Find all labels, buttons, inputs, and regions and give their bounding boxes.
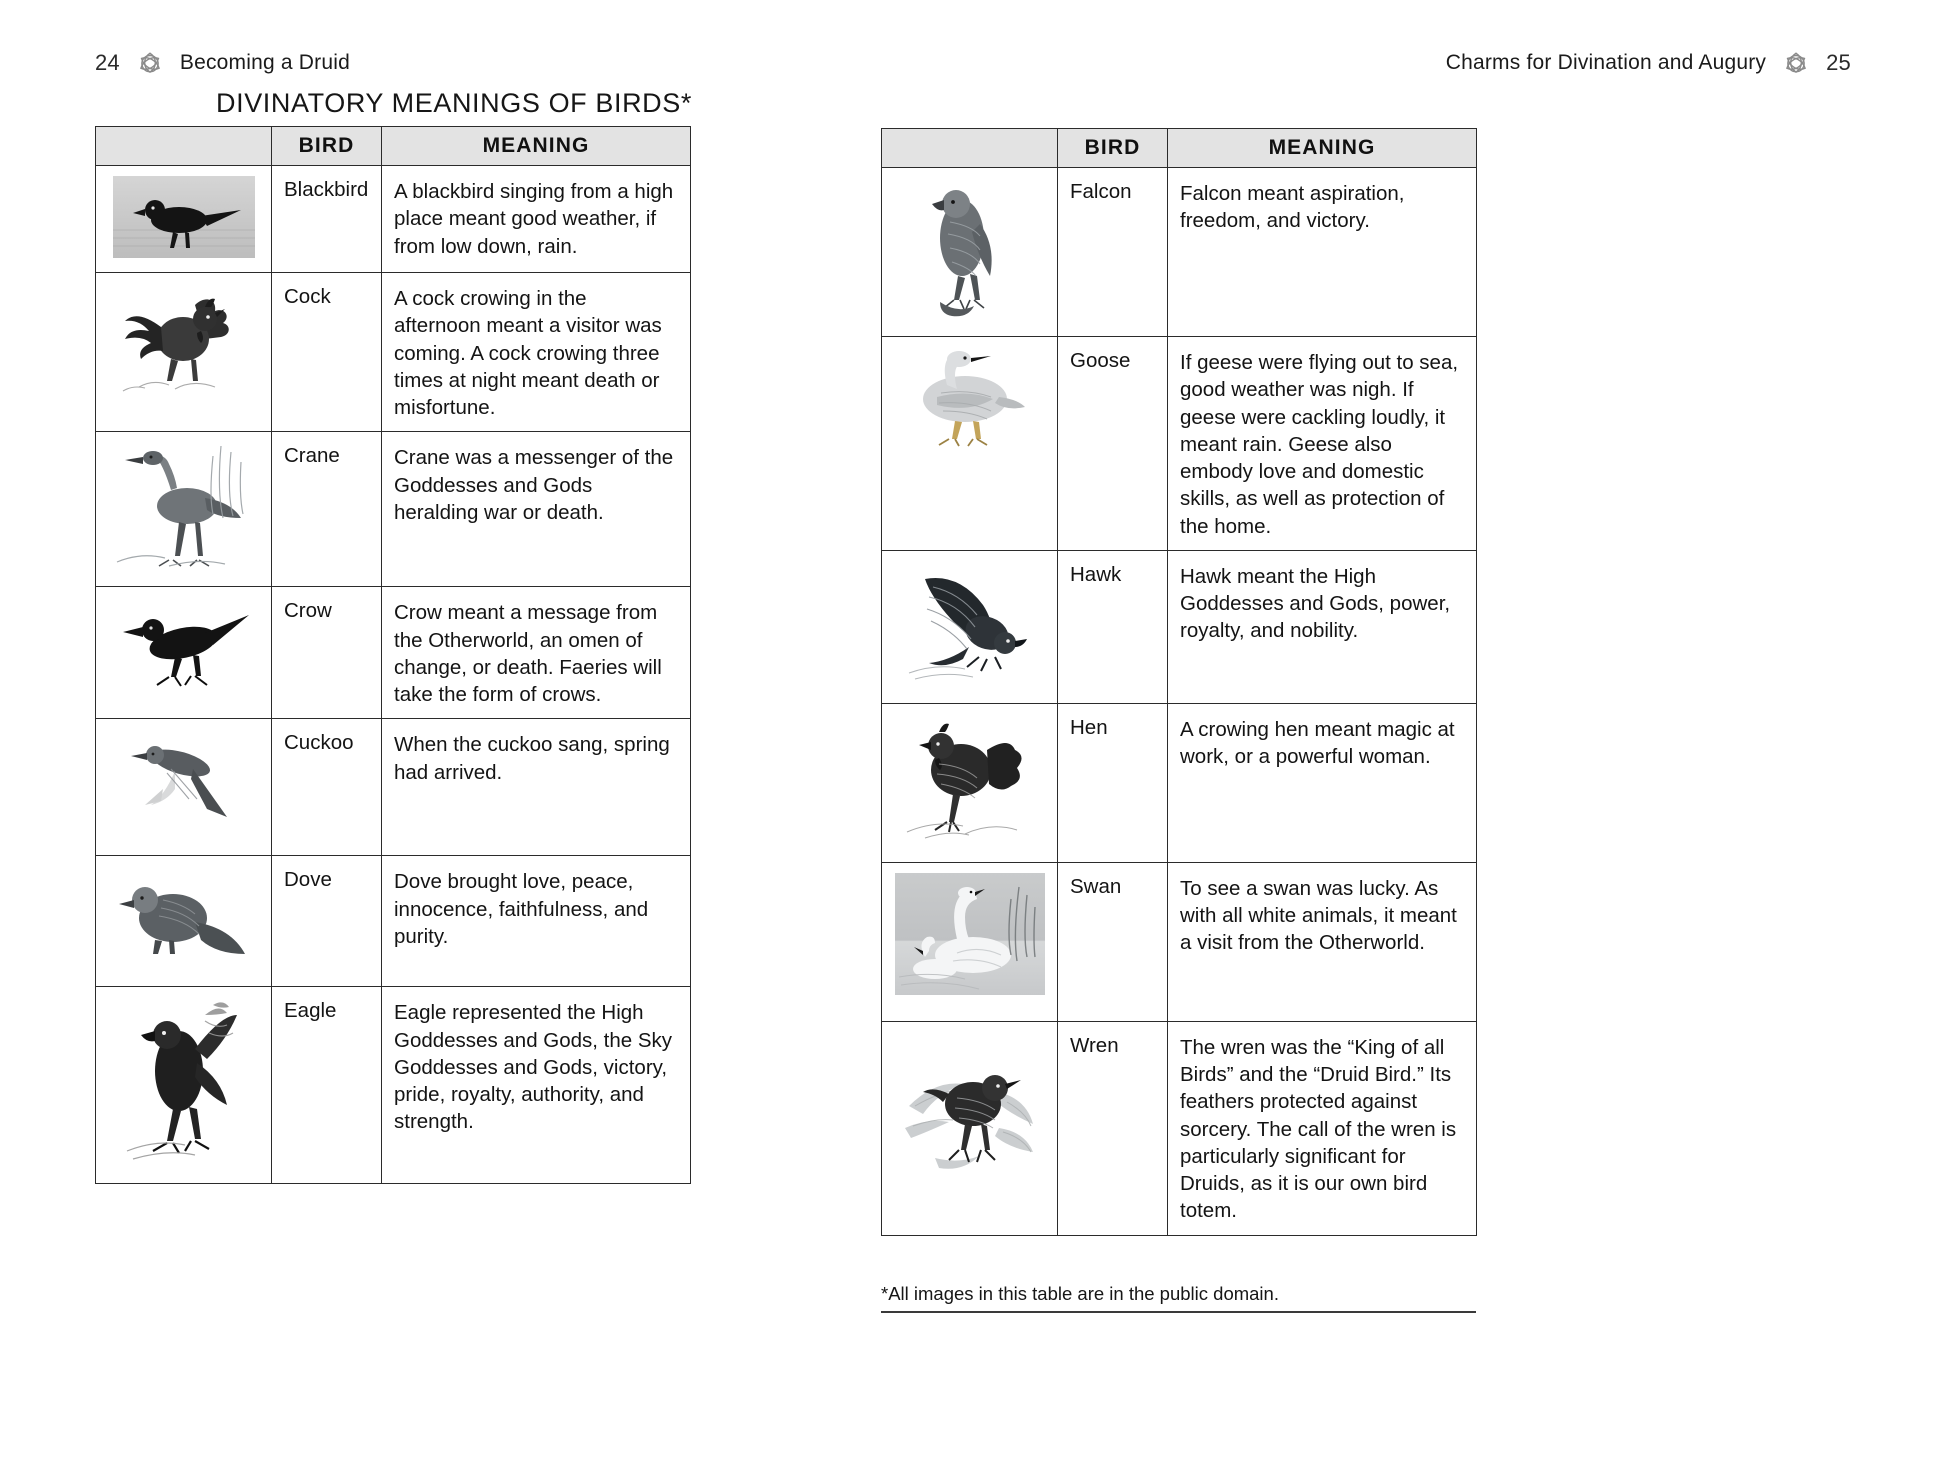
bird-image-cell <box>96 273 272 432</box>
bird-image-cell <box>96 719 272 856</box>
bird-image-cell <box>96 166 272 273</box>
bird-meaning-cell: Falcon meant aspiration, freedom, and victory. <box>1168 168 1477 337</box>
bird-name-cell: Cuckoo <box>272 719 382 856</box>
table-row <box>882 1021 1477 1235</box>
divinatory-birds-table-right <box>881 128 1477 1236</box>
running-head-left <box>95 50 350 76</box>
bird-name-cell: Hawk <box>1058 550 1168 703</box>
bird-name-cell: Goose <box>1058 337 1168 551</box>
bird-name-cell: Swan <box>1058 862 1168 1021</box>
table-row <box>882 550 1477 703</box>
bird-name-cell: Eagle <box>272 987 382 1184</box>
triquetra-icon <box>1783 50 1809 76</box>
bird-meaning-cell: Hawk meant the High Goddesses and Gods, power, royalty, and nobility. <box>1168 550 1477 703</box>
bird-name-cell: Falcon <box>1058 168 1168 337</box>
right-page <box>881 0 1946 1460</box>
column-header-bird: BIRD <box>1058 129 1168 168</box>
bird-meaning-cell: A blackbird singing from a high place meant good weather, if from low down, rain. <box>382 166 691 273</box>
crane-illustration <box>109 442 259 572</box>
page-number-left: 24 <box>95 50 120 75</box>
table-row <box>882 862 1477 1021</box>
bird-name-cell: Wren <box>1058 1021 1168 1235</box>
column-header-meaning: MEANING <box>382 127 691 166</box>
hawk-illustration <box>895 561 1045 685</box>
bird-image-cell <box>882 337 1058 551</box>
bird-name-cell: Crow <box>272 587 382 719</box>
bird-meaning-cell: The wren was the “King of all Birds” and the “Druid Bird.” Its feathers protected against sorcery. The call of the wren is particularly significant for Druids, as it is our own bird totem. <box>1168 1021 1477 1235</box>
bird-image-cell <box>96 856 272 987</box>
bird-name-cell: Cock <box>272 273 382 432</box>
divinatory-birds-table-left <box>95 126 691 1184</box>
falcon-illustration <box>910 178 1030 318</box>
running-head-right-title: Charms for Divination and Augury <box>1445 51 1767 74</box>
crow-illustration <box>109 597 259 701</box>
bird-name-cell: Hen <box>1058 703 1168 862</box>
eagle-illustration <box>109 997 259 1167</box>
swan-illustration <box>895 873 1045 995</box>
table-footnote: *All images in this table are in the public domain. <box>881 1283 1476 1313</box>
table-header-row <box>882 129 1477 168</box>
table-row <box>882 703 1477 862</box>
column-header-image <box>882 129 1058 168</box>
bird-image-cell <box>96 587 272 719</box>
table-row <box>96 719 691 856</box>
bird-name-cell: Crane <box>272 432 382 587</box>
bird-image-cell <box>882 703 1058 862</box>
bird-meaning-cell: Dove brought love, peace, innocence, faithfulness, and purity. <box>382 856 691 987</box>
column-header-bird: BIRD <box>272 127 382 166</box>
cuckoo-illustration <box>109 729 259 841</box>
bird-image-cell <box>96 987 272 1184</box>
bird-meaning-cell: Eagle represented the High Goddesses and Gods, the Sky Goddesses and Gods, victory, pride, royalty, authority, and strength. <box>382 987 691 1184</box>
blackbird-illustration <box>113 176 255 258</box>
bird-image-cell <box>882 550 1058 703</box>
bird-name-cell: Dove <box>272 856 382 987</box>
table-row <box>96 273 691 432</box>
bird-meaning-cell: To see a swan was lucky. As with all white animals, it meant a visit from the Otherworld. <box>1168 862 1477 1021</box>
bird-meaning-cell: If geese were flying out to sea, good weather was nigh. If geese were cackling loudly, it meant rain. Geese also embody love and domestic skills, as well as protection of the home. <box>1168 337 1477 551</box>
hen-illustration <box>895 714 1045 844</box>
table-row <box>96 856 691 987</box>
table-row <box>96 987 691 1184</box>
cock-illustration <box>109 283 259 401</box>
goose-illustration <box>895 347 1045 455</box>
bird-image-cell <box>882 1021 1058 1235</box>
bird-image-cell <box>96 432 272 587</box>
table-row <box>96 587 691 719</box>
bird-meaning-cell: A cock crowing in the afternoon meant a visitor was coming. A cock crowing three times at night meant death or misfortune. <box>382 273 691 432</box>
column-header-image <box>96 127 272 166</box>
bird-meaning-cell: When the cuckoo sang, spring had arrived. <box>382 719 691 856</box>
bird-image-cell <box>882 168 1058 337</box>
bird-name-cell: Blackbird <box>272 166 382 273</box>
column-header-meaning: MEANING <box>1168 129 1477 168</box>
table-header-row <box>96 127 691 166</box>
triquetra-icon <box>137 50 163 76</box>
table-row <box>882 168 1477 337</box>
bird-meaning-cell: Crane was a messenger of the Goddesses and Gods heralding war or death. <box>382 432 691 587</box>
table-row <box>882 337 1477 551</box>
running-head-right <box>1446 50 1851 76</box>
table-title: DIVINATORY MEANINGS OF BIRDS* <box>216 88 692 118</box>
page-number-right: 25 <box>1826 50 1851 75</box>
table-row <box>96 166 691 273</box>
bird-meaning-cell: A crowing hen meant magic at work, or a powerful woman. <box>1168 703 1477 862</box>
table-row <box>96 432 691 587</box>
bird-image-cell <box>882 862 1058 1021</box>
wren-illustration <box>895 1032 1045 1182</box>
bird-meaning-cell: Crow meant a message from the Otherworld, an omen of change, or death. Faeries will take the form of crows. <box>382 587 691 719</box>
dove-illustration <box>109 866 259 972</box>
running-head-left-title: Becoming a Druid <box>179 51 350 74</box>
